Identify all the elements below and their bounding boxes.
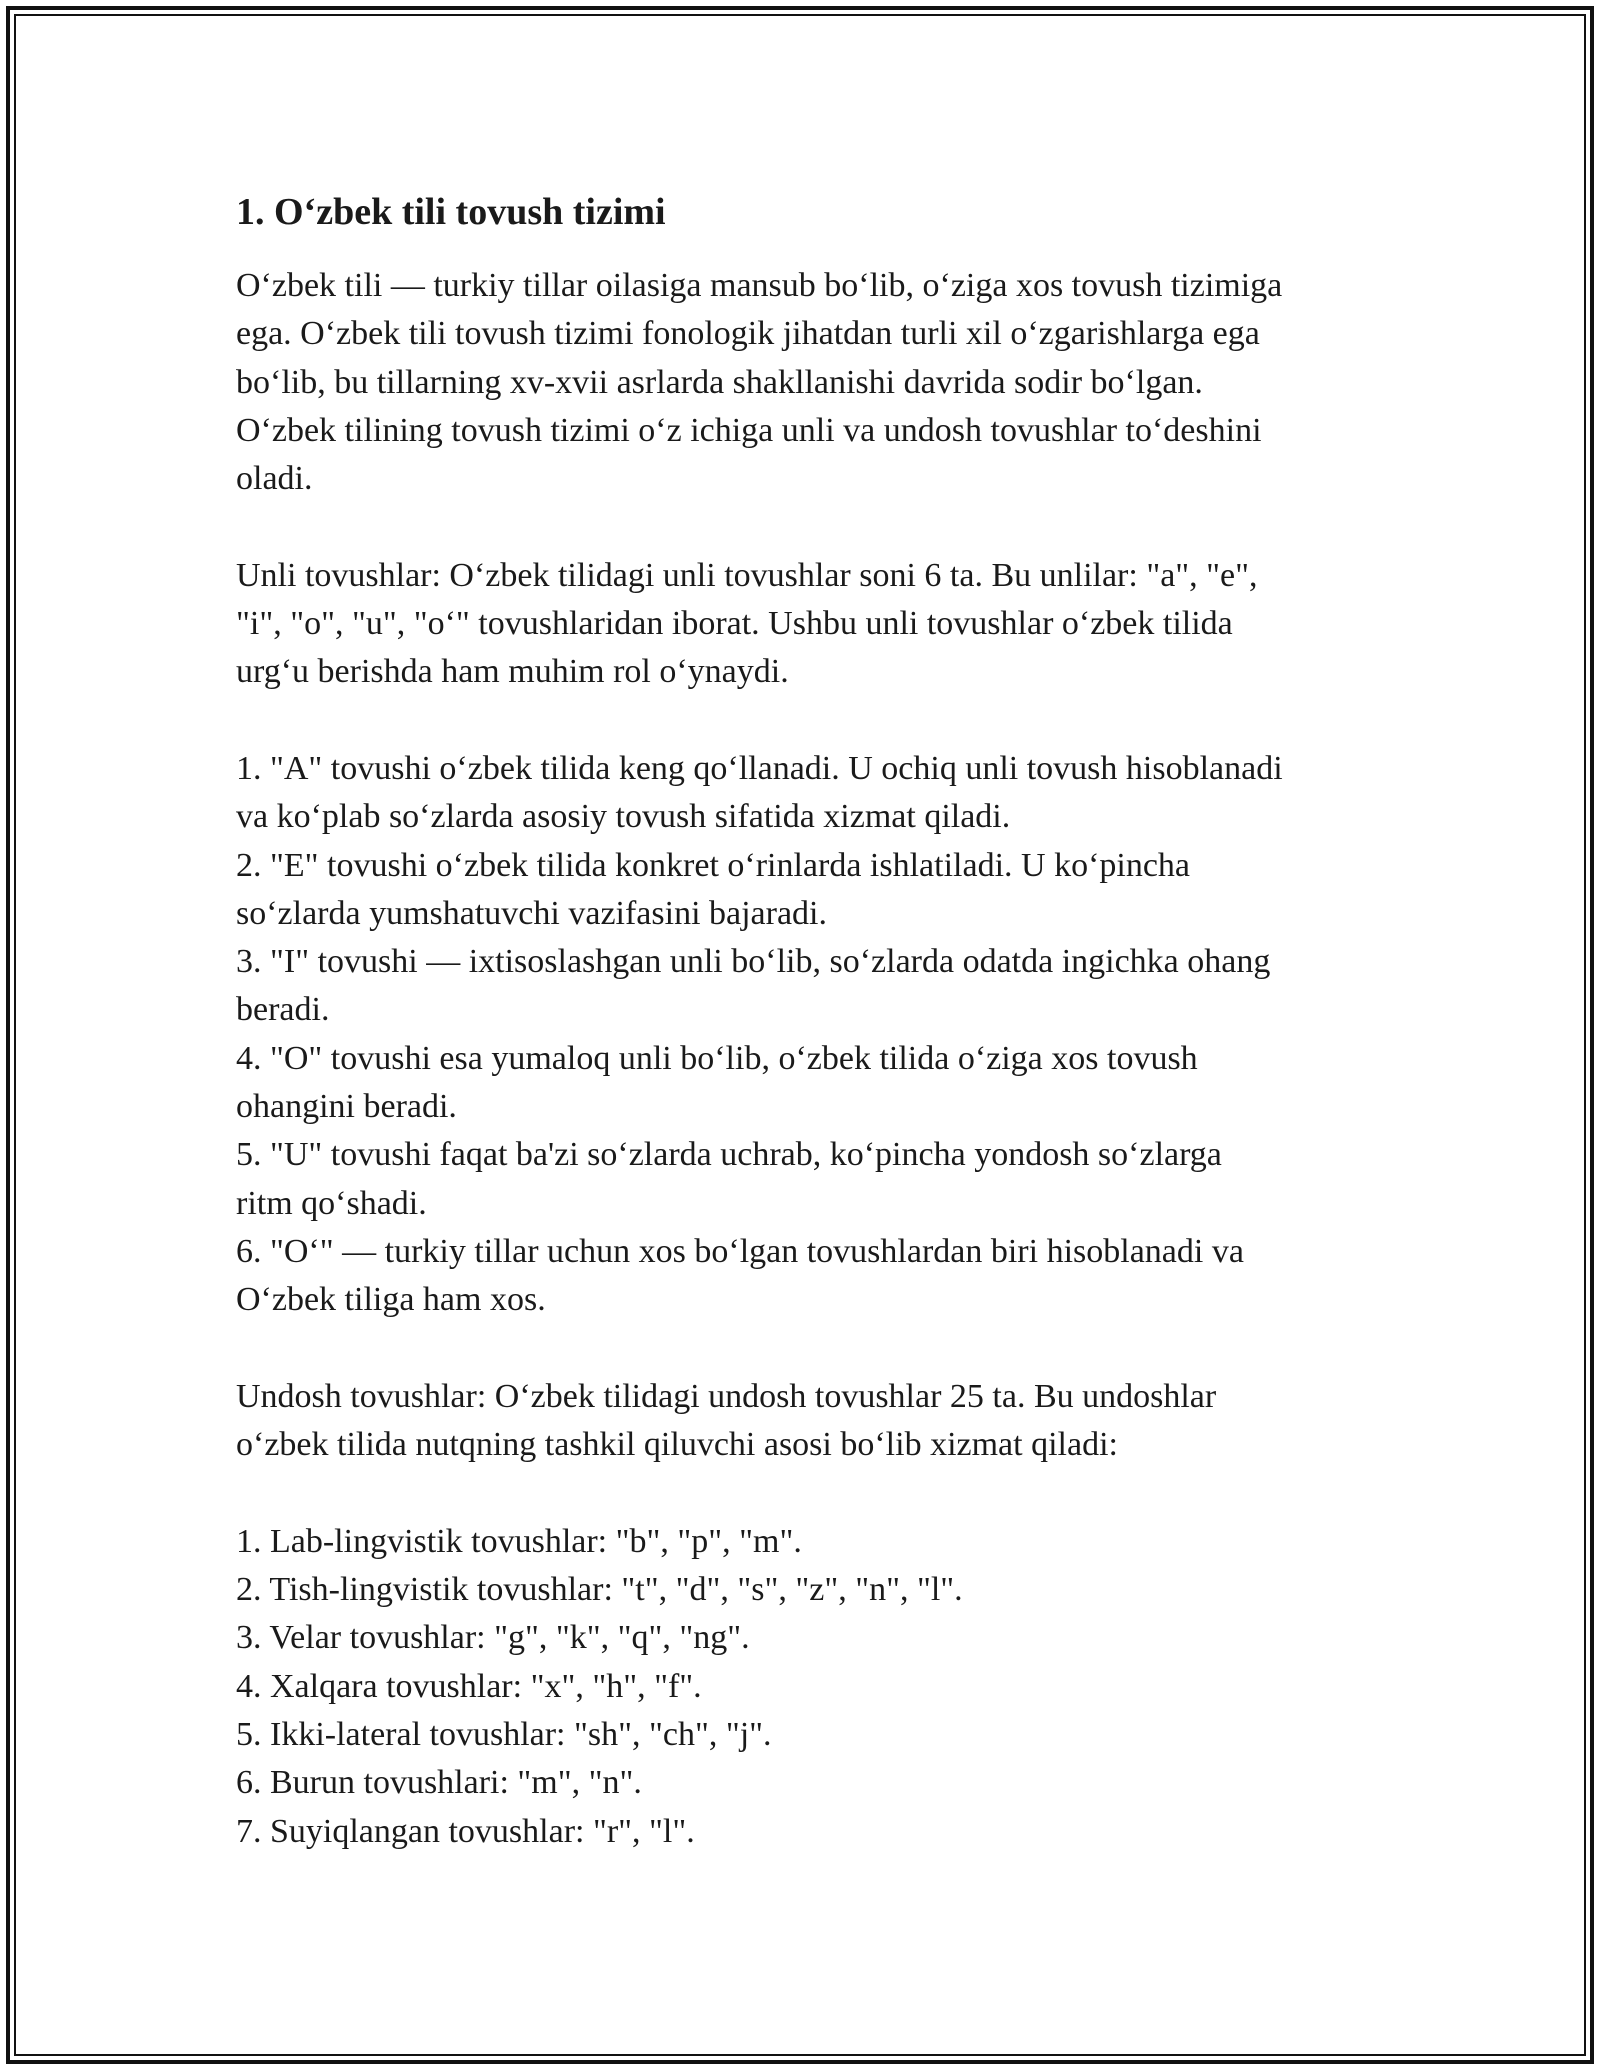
document-body	[236, 186, 1376, 1856]
vowel-list-item: ohangini beradi.	[236, 1088, 457, 1126]
intro-paragraph	[236, 262, 1376, 503]
consonants-list	[236, 1518, 1376, 1856]
vowel-list-item: so‘zlarda yumshatuvchi vazifasini bajaradi.	[236, 894, 827, 932]
vowel-list-item: 2. "E" tovushi o‘zbek tilida konkret o‘rinlarda ishlatiladi. U ko‘pincha	[236, 846, 1191, 884]
consonant-list-item: 2. Tish-lingvistik tovushlar: "t", "d", "s", "z", "n", "l".	[236, 1571, 963, 1609]
vowels-intro-paragraph	[236, 552, 1376, 697]
consonants-intro-paragraph	[236, 1373, 1376, 1470]
consonant-list-item: 7. Suyiqlangan tovushlar: "r", "l".	[236, 1812, 695, 1850]
vowel-list-item: va ko‘plab so‘zlarda asosiy tovush sifatida xizmat qiladi.	[236, 798, 1011, 836]
paragraph-gap	[236, 1469, 1376, 1517]
vowels-intro-line: Unli tovushlar: O‘zbek tilidagi unli tovushlar soni 6 ta. Bu unlilar: "a", "e",	[236, 556, 1258, 594]
vowel-list-item: 3. "I" tovushi — ixtisoslashgan unli bo‘lib, so‘zlarda odatda ingichka ohang	[236, 943, 1271, 981]
intro-line: O‘zbek tilining tovush tizimi o‘z ichiga unli va undosh tovushlar to‘deshini	[236, 411, 1262, 449]
vowels-list	[236, 745, 1376, 1325]
consonants-intro-line: o‘zbek tilida nutqning tashkil qiluvchi asosi bo‘lib xizmat qiladi:	[236, 1426, 1118, 1464]
vowels-intro-line: urg‘u berishda ham muhim rol o‘ynaydi.	[236, 653, 789, 691]
vowel-list-item: 4. "O" tovushi esa yumaloq unli bo‘lib, o‘zbek tilida o‘ziga xos tovush	[236, 1039, 1198, 1077]
vowel-list-item: 5. "U" tovushi faqat ba'zi so‘zlarda uchrab, ko‘pincha yondosh so‘zlarga	[236, 1136, 1222, 1174]
vowel-list-item: 6. "O‘" — turkiy tillar uchun xos bo‘lgan tovushlardan biri hisoblanadi va	[236, 1232, 1244, 1270]
vowel-list-item: beradi.	[236, 991, 330, 1029]
consonant-list-item: 3. Velar tovushlar: "g", "k", "q", "ng".	[236, 1619, 750, 1657]
vowel-list-item: 1. "A" tovushi o‘zbek tilida keng qo‘llanadi. U ochiq unli tovush hisoblanadi	[236, 749, 1283, 787]
consonant-list-item: 5. Ikki-lateral tovushlar: "sh", "ch", "j".	[236, 1715, 772, 1753]
vowels-intro-line: "i", "o", "u", "o‘" tovushlaridan iborat. Ushbu unli tovushlar o‘zbek tilida	[236, 605, 1233, 643]
consonant-list-item: 4. Xalqara tovushlar: "x", "h", "f".	[236, 1667, 702, 1705]
intro-line: oladi.	[236, 460, 313, 498]
section-heading: 1. O‘zbek tili tovush tizimi	[236, 191, 666, 233]
intro-line: ega. O‘zbek tili tovush tizimi fonologik jihatdan turli xil o‘zgarishlarga ega	[236, 315, 1260, 353]
paragraph-gap	[236, 1325, 1376, 1373]
intro-line: O‘zbek tili — turkiy tillar oilasiga mansub bo‘lib, o‘ziga xos tovush tizimiga	[236, 267, 1283, 304]
intro-line: bo‘lib, bu tillarning xv-xvii asrlarda shakllanishi davrida sodir bo‘lgan.	[236, 363, 1203, 401]
paragraph-gap	[236, 503, 1376, 551]
consonants-intro-line: Undosh tovushlar: O‘zbek tilidagi undosh tovushlar 25 ta. Bu undoshlar	[236, 1377, 1217, 1415]
consonant-list-item: 6. Burun tovushlari: "m", "n".	[236, 1764, 642, 1802]
paragraph-gap	[236, 697, 1376, 745]
consonant-list-item: 1. Lab-lingvistik tovushlar: "b", "p", "m".	[236, 1522, 802, 1560]
vowel-list-item: ritm qo‘shadi.	[236, 1184, 427, 1222]
vowel-list-item: O‘zbek tiliga ham xos.	[236, 1281, 546, 1319]
